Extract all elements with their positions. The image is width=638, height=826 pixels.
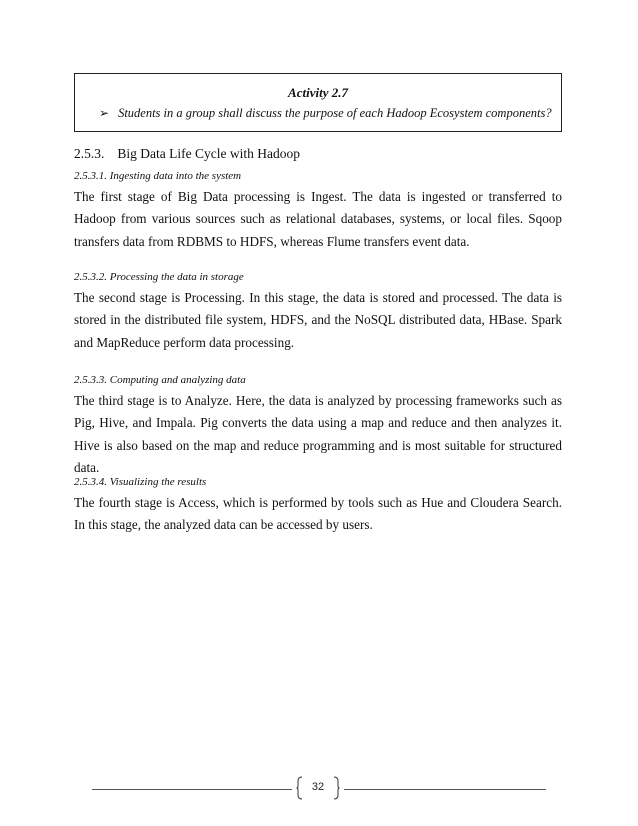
subsection-heading: 2.5.3.3. Computing and analyzing data bbox=[74, 374, 246, 386]
subsection-heading: 2.5.3.2. Processing the data in storage bbox=[74, 271, 244, 283]
subsection-heading: 2.5.3.4. Visualizing the results bbox=[74, 476, 207, 488]
activity-title: Activity 2.7 bbox=[288, 85, 348, 100]
activity-bullet-text: Students in a group shall discuss the purpose of each Hadoop Ecosystem components? bbox=[118, 106, 552, 120]
section-number: 2.5.3. bbox=[74, 146, 105, 161]
page-number: 32 bbox=[311, 781, 325, 793]
subsection-heading: 2.5.3.1. Ingesting data into the system bbox=[74, 170, 242, 182]
section-title: Big Data Life Cycle with Hadoop bbox=[117, 146, 300, 161]
activity-box bbox=[74, 73, 562, 132]
page-number-frame bbox=[292, 776, 344, 802]
paragraph: The fourth stage is Access, which is performed by tools such as Hue and Cloudera Search. In this stage, the analyzed data can be accessed by users. bbox=[74, 495, 562, 533]
footer-rule-right bbox=[344, 789, 546, 790]
activity-bullet-item bbox=[99, 106, 552, 121]
paragraph: The first stage of Big Data processing is Ingest. The data is ingested or transferred to Hadoop from various sources such as relational databases, systems, or local files. Sqoop transfers data from RDBMS to HDFS, whereas Flume transfers event data. bbox=[74, 189, 562, 249]
footer-rule-left bbox=[92, 789, 292, 790]
section-heading bbox=[74, 146, 300, 162]
arrow-bullet-icon: ➢ bbox=[99, 106, 110, 120]
paragraph: The third stage is to Analyze. Here, the data is analyzed by processing frameworks such as Pig, Hive, and Impala. Pig converts the data using a map and reduce and then analyzes it. Hive is also based on the map and reduce programming and is most suitable for structured data. bbox=[74, 393, 562, 475]
right-brace-icon bbox=[333, 776, 340, 800]
paragraph: The second stage is Processing. In this stage, the data is stored and processed. The data is stored in the distributed file system, HDFS, and the NoSQL distributed data, HBase. Spark and MapReduce perform data processing. bbox=[74, 290, 562, 350]
